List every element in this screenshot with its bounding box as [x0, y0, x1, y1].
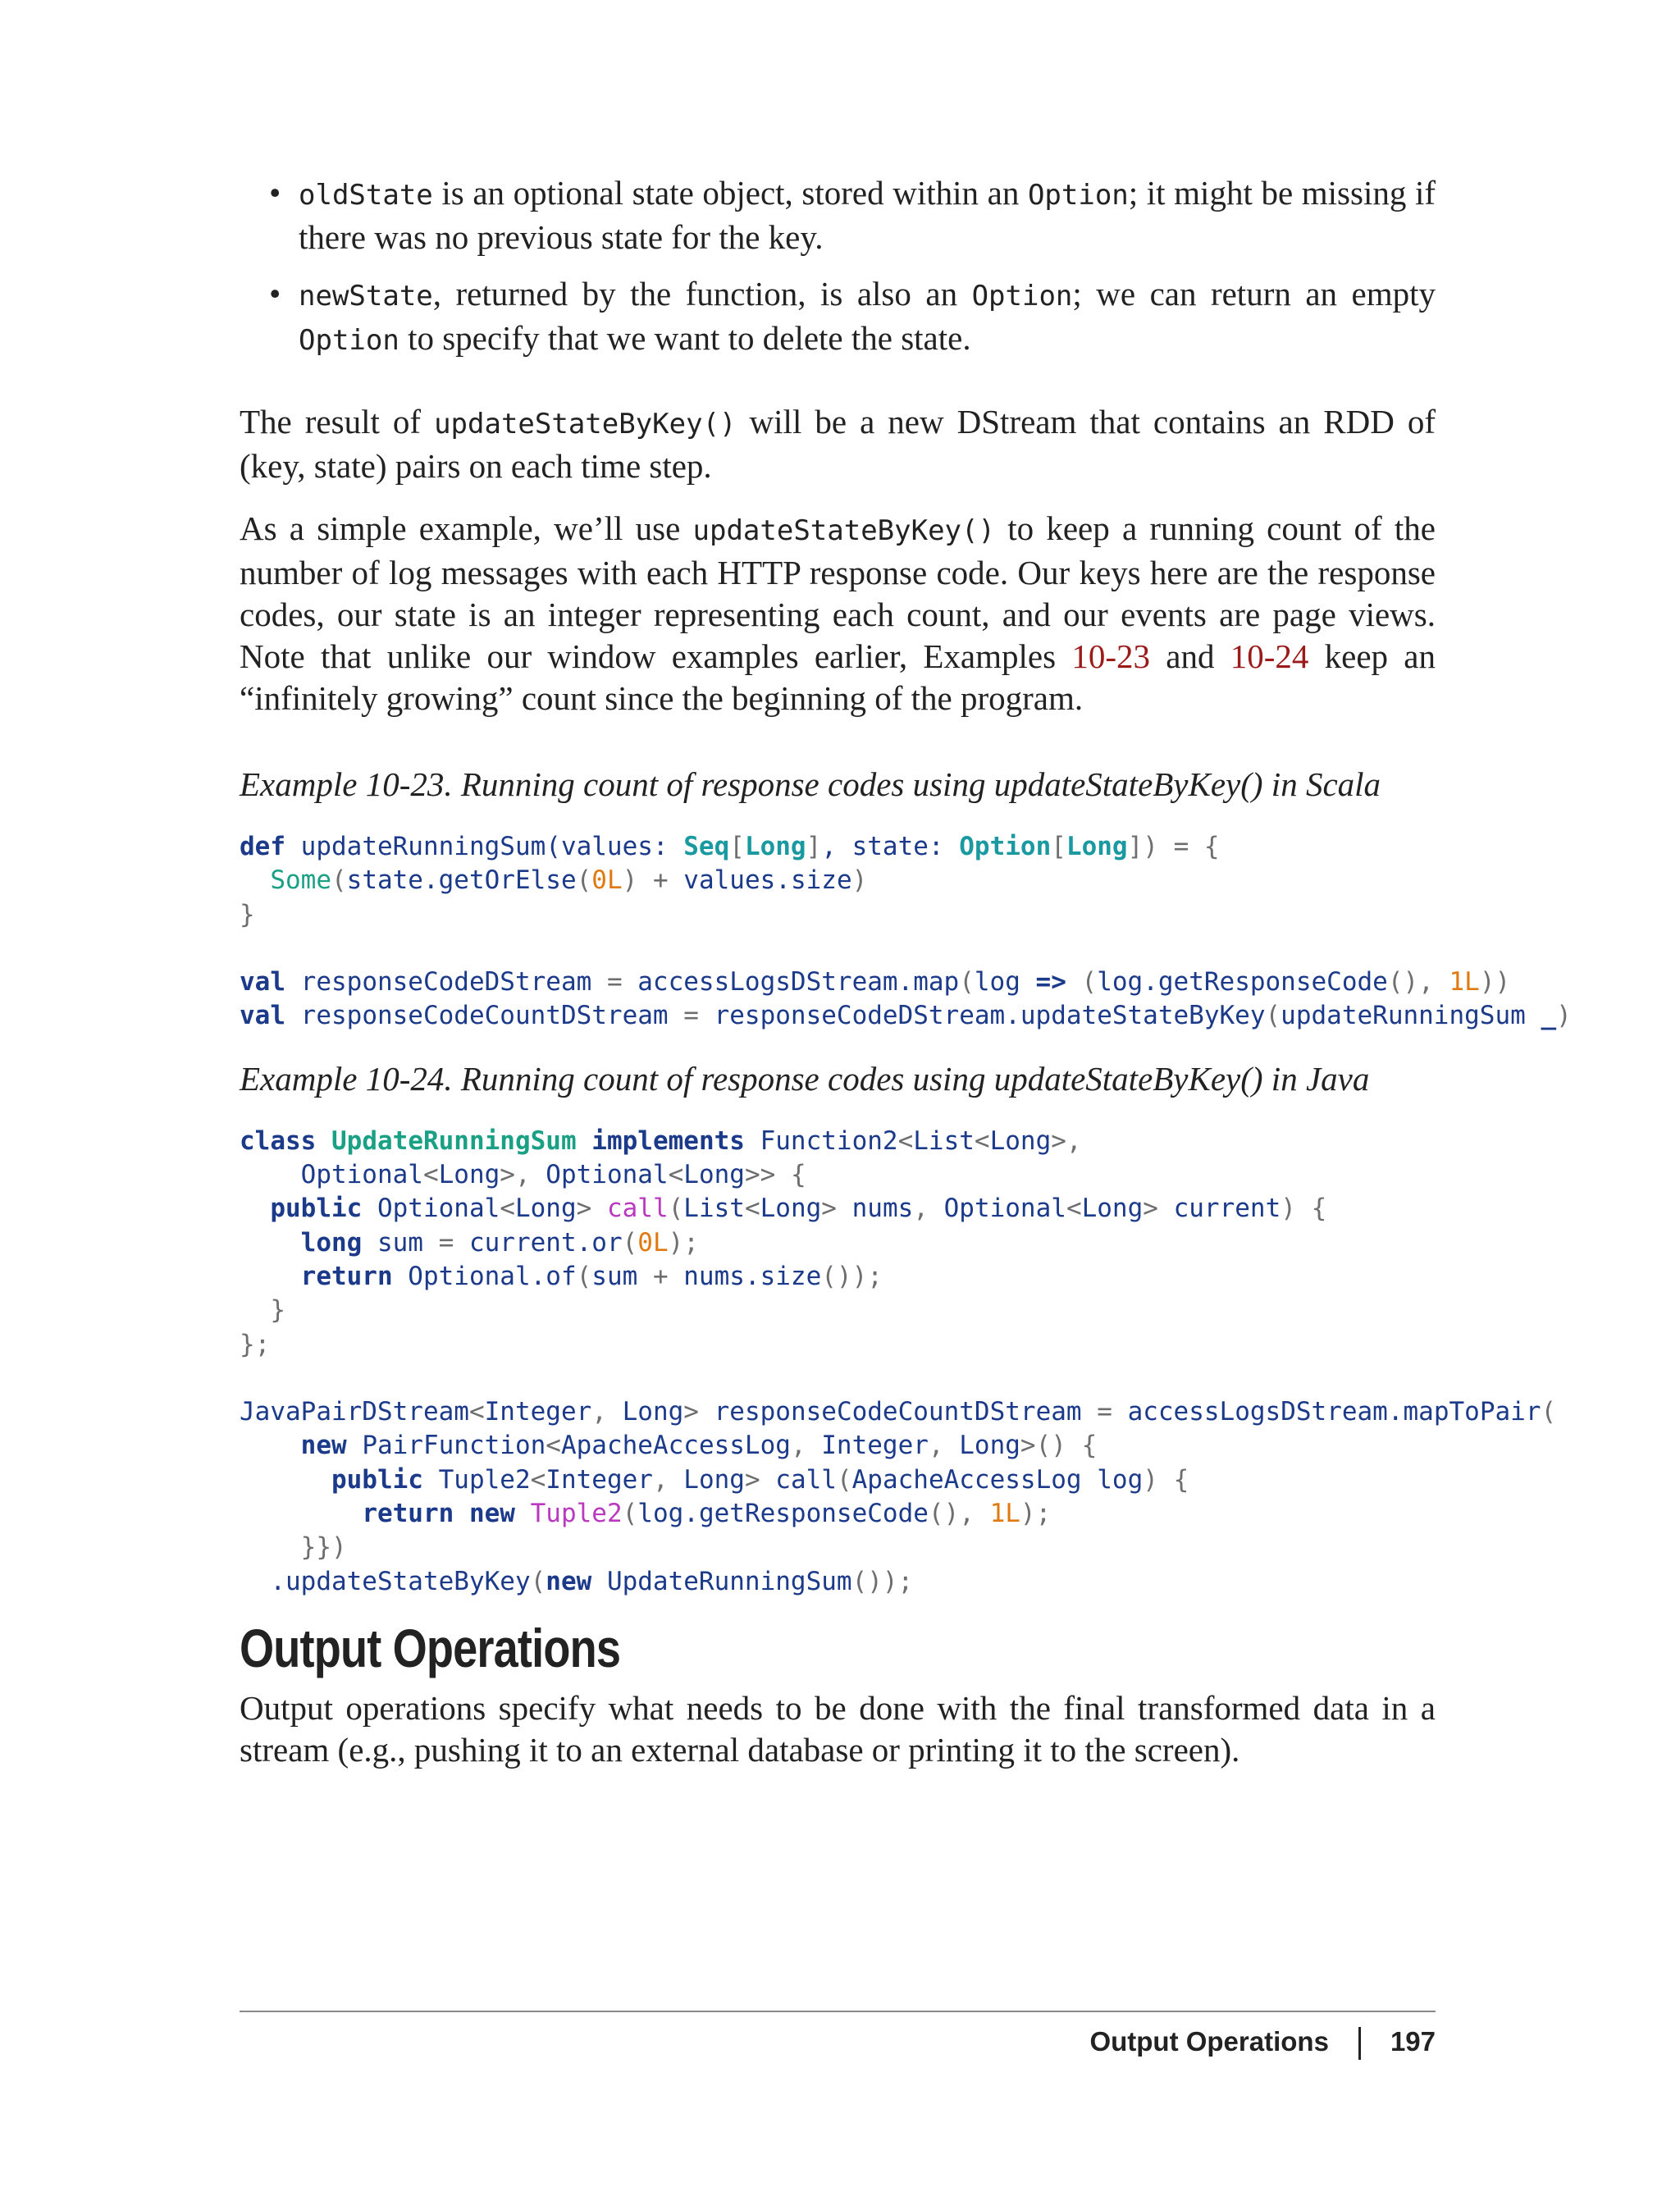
code-block-scala: def updateRunningSum(values: Seq[Long], state: Option[Long]) = { Some(state.getOrElse(0L) + values.size) } val responseCodeDStream = accessLogsDStream.map(log => (log.getResponseCode(), 1L)) val responseCodeCountDStream = responseCodeDStream.updateStateByKey(updateRunningSum _): [240, 832, 1572, 1031]
footer-section-title: Output Operations: [1089, 2026, 1329, 2057]
page-content: [240, 172, 1572, 1771]
code-block-java: class UpdateRunningSum implements Function2<List<Long>, Optional<Long>, Optional<Long>> { public Optional<Long> call(List<Long> nums, Optional<Long> current) { long sum = current.or(0L); return Optional.of(sum + nums.size()); } }; JavaPairDStream<Integer, Long> responseCodeCountDStream = accessLogsDStream.mapToPair( new PairFunction<ApacheAccessLog, Integer, Long>() { public Tuple2<Integer, Long> call(ApacheAccessLog log) { return new Tuple2(log.getResponseCode(), 1L); }}) .updateStateByKey(new UpdateRunningSum());: [240, 1125, 1557, 1596]
page-number: 197: [1390, 2026, 1436, 2057]
bullet-item: • oldState is an optional state object, stored within an Option; it might be missing if there was no previous state for the key.: [269, 174, 1436, 256]
example-link-10-23[interactable]: 10-23: [1071, 637, 1150, 675]
footer-divider: [240, 2011, 1436, 2012]
bullet-item: • newState, returned by the function, is also an Option; we can return an empty Option to specify that we want to delete the state.: [269, 275, 1436, 357]
bullet-list: [240, 172, 1436, 362]
section-heading: Output Operations: [240, 1617, 621, 1678]
page-footer: [1089, 2026, 1436, 2060]
example-caption: Example 10-23. Running count of response codes using updateStateByKey() in Scala: [240, 765, 1381, 803]
example-link-10-24[interactable]: 10-24: [1230, 637, 1309, 675]
paragraph: As a simple example, we’ll use updateStateByKey() to keep a running count of the number of log messages with each HTTP response code. Our keys here are the response codes, our state is an integer representing each count, and our events are page views. Note that unlike our window examples earlier, Examples 10-23 and 10-24 keep an “infinitely growing” count since the beginning of the program.: [240, 509, 1436, 717]
footer-separator: [1358, 2027, 1361, 2060]
paragraph: The result of updateStateByKey() will be a new DStream that contains an RDD of (key, state) pairs on each time step.: [240, 403, 1436, 485]
paragraph: Output operations specify what needs to be done with the final transformed data in a stream (e.g., pushing it to an external database or printing it to the screen).: [240, 1688, 1436, 1769]
example-caption: Example 10-24. Running count of response codes using updateStateByKey() in Java: [240, 1059, 1370, 1098]
